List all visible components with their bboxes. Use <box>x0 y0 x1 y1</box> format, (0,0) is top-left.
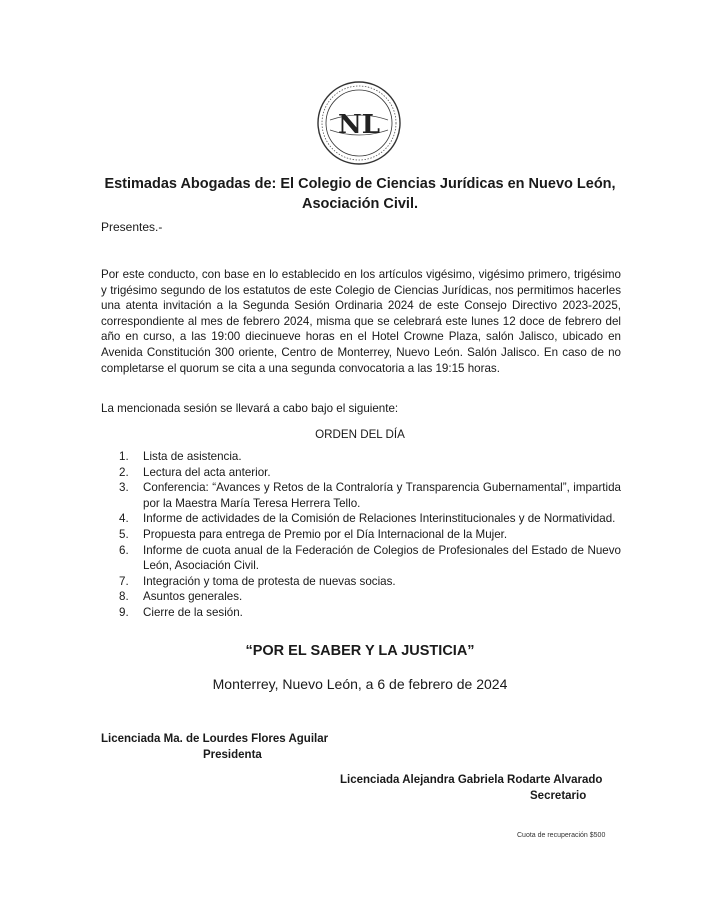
agenda-item-text: Conferencia: “Avances y Retos de la Contraloría y Transparencia Gubernamental”, impartida por la Maestra María Teresa Herrera Tello. <box>143 481 621 510</box>
agenda-item-number: 5. <box>119 527 129 541</box>
agenda-list <box>101 449 621 621</box>
agenda-item <box>101 574 621 590</box>
agenda-item <box>101 605 621 621</box>
agenda-item <box>101 465 621 481</box>
signer-name: Licenciada Ma. de Lourdes Flores Aguilar <box>101 733 329 745</box>
agenda-item-number: 2. <box>119 465 129 479</box>
agenda-item-text: Integración y toma de protesta de nuevas socias. <box>143 574 396 588</box>
agenda-item-text: Informe de cuota anual de la Federación de Colegios de Profesionales del Estado de Nuevo León, Asociación Civil. <box>143 543 621 573</box>
place-date: Monterrey, Nuevo León, a 6 de febrero de 2024 <box>212 676 508 692</box>
heading-line-2: Asociación Civil. <box>301 196 419 212</box>
agenda-item-number: 3. <box>119 481 129 495</box>
agenda-item-text: Informe de actividades de la Comisión de Relaciones Interinstitucionales y de Normatividad. <box>143 512 616 526</box>
signature-secretario <box>340 772 602 804</box>
agenda-item-number: 6. <box>119 543 129 557</box>
agenda-item-text: Cierre de la sesión. <box>143 605 243 619</box>
agenda-intro: La mencionada sesión se llevará a cabo bajo el siguiente: <box>101 402 399 415</box>
salutation: Presentes.- <box>101 220 163 234</box>
agenda-item <box>101 511 621 527</box>
signer-role: Secretario <box>530 790 587 802</box>
agenda-item-text: Lista de asistencia. <box>143 450 242 463</box>
agenda-item <box>101 543 621 574</box>
agenda-item-number: 8. <box>119 590 129 604</box>
colegio-seal-logo <box>316 80 402 166</box>
agenda-item <box>101 480 621 511</box>
agenda-item-text: Propuesta para entrega de Premio por el Día Internacional de la Mujer. <box>143 527 508 541</box>
seal-lettering: NL <box>337 110 381 140</box>
agenda-item-number: 4. <box>119 512 129 526</box>
invitation-paragraph: Por este conducto, con base en lo establecido en los artículos vigésimo, vigésimo primero, trigésimo y trigésimo segundo de los estatutos de este Colegio de Ciencias Jurídicas, nos permitimos hacerles una atenta invitación a la Segunda Sesión Ordinaria 2024 de este Consejo Directivo 2023-2025, correspondiente al mes de febrero 2024, misma que se celebrará este lunes 12 doce de febrero del año en curso, a las 19:00 diecinueve horas en el Hotel Crowne Plaza, salón Jalisco, ubicado en Avenida Constitución 300 oriente, Centro de Monterrey, Nuevo León. Salón Jalisco. En caso de no completarse el quorum se cita a una segunda convocatoria a las 19:15 horas. <box>101 268 621 375</box>
agenda-item-number: 7. <box>119 574 129 588</box>
agenda-title: ORDEN DEL DÍA <box>315 428 405 441</box>
agenda-item-number: 9. <box>119 605 129 619</box>
signature-presidenta <box>101 731 328 763</box>
agenda-item-number: 1. <box>119 450 129 463</box>
fee-note: Cuota de recuperación $500 <box>517 832 606 839</box>
agenda-item <box>101 589 621 605</box>
motto: “POR EL SABER Y LA JUSTICIA” <box>245 643 475 659</box>
heading-line-1: Estimadas Abogadas de: El Colegio de Ciencias Jurídicas en Nuevo León, <box>104 176 616 192</box>
letter-heading <box>60 174 660 214</box>
signer-name: Licenciada Alejandra Gabriela Rodarte Alvarado <box>340 774 603 786</box>
agenda-item <box>101 527 621 543</box>
agenda-item-text: Asuntos generales. <box>143 590 243 604</box>
agenda-item <box>101 449 621 465</box>
agenda-item-text: Lectura del acta anterior. <box>143 465 271 479</box>
signer-role: Presidenta <box>203 749 262 761</box>
